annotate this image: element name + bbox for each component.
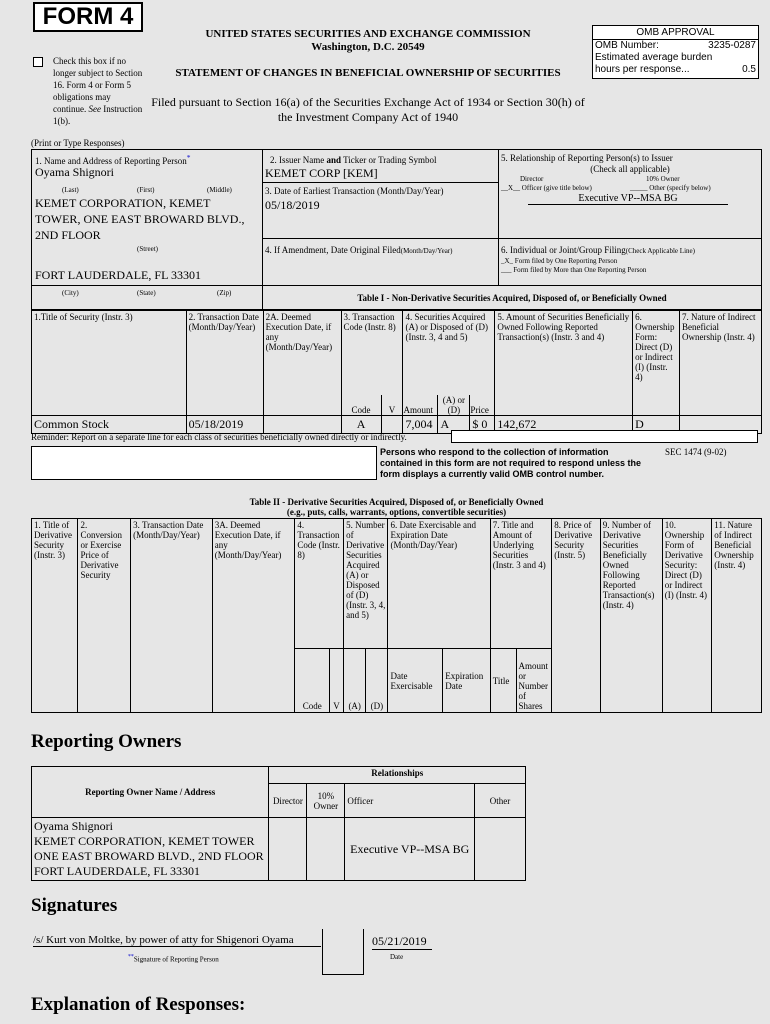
ten-pct-option: 10% Owner	[646, 175, 680, 183]
director-option: Director	[520, 175, 544, 183]
signature-divider	[322, 929, 364, 975]
signature-value: /s/ Kurt von Moltke, by power of atty for Shigenori Oyama	[33, 934, 321, 947]
omb-number: 3235-0287	[708, 40, 756, 51]
filing-one: _X_ Form filed by One Reporting Person	[501, 257, 618, 265]
officer-title: Executive VP--MSA BG	[528, 193, 728, 205]
owner-row: Oyama Shignori KEMET CORPORATION, KEMET TOWER ONE EAST BROWARD BLVD., 2ND FLOOR FORT LAUDERDALE, FL 33301 Executive VP--MSA BG	[32, 818, 526, 881]
reporting-person-address: KEMET CORPORATION, KEMET TOWER, ONE EAST BROWARD BLVD., 2ND FLOOR	[35, 196, 245, 242]
omb-approval-box: OMB APPROVAL OMB Number: 3235-0287 Estimated average burden hours per response... 0.5	[592, 25, 759, 79]
checkbox-label: Check this box if no longer subject to Section 16. Form 4 or Form 5 obligations may continue. See Instruction 1(b).	[53, 56, 143, 126]
reporting-owners-table: Reporting Owner Name / Address Relationships Director 10% Owner Officer Other Oyama Shignori KEMET CORPORATION, KEMET TOWER ONE EAST BROWARD BLVD., 2ND FLOOR FORT LAUDERDALE, FL 33301 Executive VP--MSA BG	[31, 766, 526, 881]
print-note: (Print or Type Responses)	[31, 138, 125, 148]
table2: 1. Title of Derivative Security (Instr. 3) 2. Conversion or Exercise Price of Derivative Security 3. Transaction Date (Month/Day/Year) 3A. Deemed Execution Date, if any (Month/Day/Year) 4. Transaction Code (Instr. 8) 5. Number of Derivative Securities Acquired (A) or Disposed of (D) (Instr. 3, 4, and 5) 6. Date Exercisable and Expiration Date (Month/Day/Year) 7. Title and Amount of Underlying Securities (Instr. 3 and 4) 8. Price of Derivative Security (Instr. 5) 9. Number of Derivative Securities Beneficially Owned Following Reported Transaction(s) (Instr. 4) 10. Ownership Form of Derivative Security: Direct (D) or Indirect (I) (Instr. 4) 11. Nature of Indirect Beneficial Ownership (Instr. 4) Code V (A) (D) Date Exercisable Expiration Date Title Amount or Number of Shares	[31, 518, 762, 713]
filed-pursuant: Filed pursuant to Section 16(a) of the Securities Exchange Act of 1934 or Section 30(h) of the Investment Company Act of 1940	[151, 95, 585, 124]
sec-number: SEC 1474 (9-02)	[665, 447, 727, 457]
reporting-person-city: FORT LAUDERDALE, FL 33301	[35, 268, 201, 282]
form-page	[28, 0, 770, 1024]
relationship-cell: 5. Relationship of Reporting Person(s) to Issuer (Check all applicable) Director 10% Owner __X__ Officer (give title below) _____ Other (specify below) Executive VP--MSA BG 6. Individual or Joint/Group Filing(Check Applicable Line) _X_ Form filed by One Reporting Person ___ Form filed by More than One Reporting Person	[498, 150, 762, 285]
table1-title: Table I - Non-Derivative Securities Acquired, Disposed of, or Beneficially Owned	[357, 293, 667, 303]
form-title: FORM 4	[42, 3, 134, 30]
filing-more: ___ Form filed by More than One Reporting Person	[501, 266, 647, 274]
signature-label: **Signature of Reporting Person	[128, 954, 219, 964]
reporting-owners-heading: Reporting Owners	[31, 731, 182, 752]
signatures-heading: Signatures	[31, 895, 118, 916]
form-title-box	[33, 2, 143, 32]
reporting-person-name: Oyama Shignori	[35, 165, 114, 179]
statement-title: STATEMENT OF CHANGES IN BENEFICIAL OWNERSHIP OF SECURITIES	[175, 67, 561, 79]
explanation-heading: Explanation of Responses:	[31, 994, 246, 1015]
issuer-cell: 2. Issuer Name and Ticker or Trading Symbol KEMET CORP [KEM] 3. Date of Earliest Transaction (Month/Day/Year) 05/18/2019 4. If Amendment, Date Original Filed(Month/Day/Year)	[262, 150, 499, 285]
signature-date: 05/21/2019	[372, 934, 432, 950]
officer-option: __X__ Officer (give title below)	[501, 184, 592, 192]
reminder-box	[451, 430, 758, 443]
earliest-transaction-date: 05/18/2019	[265, 198, 320, 212]
table2-title: Table II - Derivative Securities Acquired, Disposed of, or Beneficially Owned	[249, 497, 544, 507]
agency-header: UNITED STATES SECURITIES AND EXCHANGE COMMISSION Washington, D.C. 20549	[205, 28, 531, 53]
reporting-person-cell: 1. Name and Address of Reporting Person* Oyama Shignori (Last) (First) (Middle) KEMET CORPORATION, KEMET TOWER, ONE EAST BROWARD BLVD., 2ND FLOOR (Street) FORT LAUDERDALE, FL 33301 (City) (State) (Zip)	[32, 150, 263, 310]
other-option: _____ Other (specify below)	[630, 184, 711, 192]
issuer-name: KEMET CORP [KEM]	[265, 166, 378, 180]
info-section	[31, 149, 762, 310]
omb-title: OMB APPROVAL	[593, 26, 758, 40]
reminder-blank-box	[31, 446, 377, 480]
persons-notice: Persons who respond to the collection of information contained in this form are not required to respond unless the form displays a currently valid OMB control number.	[380, 447, 642, 479]
date-label: Date	[390, 953, 404, 961]
no-longer-subject-checkbox[interactable]	[33, 57, 43, 67]
table1: 1.Title of Security (Instr. 3) 2. Transaction Date (Month/Day/Year) 2A. Deemed Execution Date, if any (Month/Day/Year) 3. Transaction Code (Instr. 8) 4. Securities Acquired (A) or Disposed of (D) (Instr. 3, 4 and 5) 5. Amount of Securities Beneficially Owned Following Reported Transaction(s) (Instr. 3 and 4) 6. Ownership Form: Direct (D) or Indirect (I) (Instr. 4) 7. Nature of Indirect Beneficial Ownership (Instr. 4) Code V Amount (A) or (D) Price Common Stock 05/18/2019 A 7,004 A $ 0 142,672 D	[31, 310, 762, 434]
table1-row: Common Stock 05/18/2019 A 7,004 A $ 0 142,672 D	[32, 415, 762, 433]
reminder-text: Reminder: Report on a separate line for each class of securities beneficially owned directly or indirectly.	[31, 432, 407, 442]
omb-hours: 0.5	[742, 64, 756, 75]
table2-subtitle: (e.g., puts, calls, warrants, options, convertible securities)	[286, 507, 507, 517]
